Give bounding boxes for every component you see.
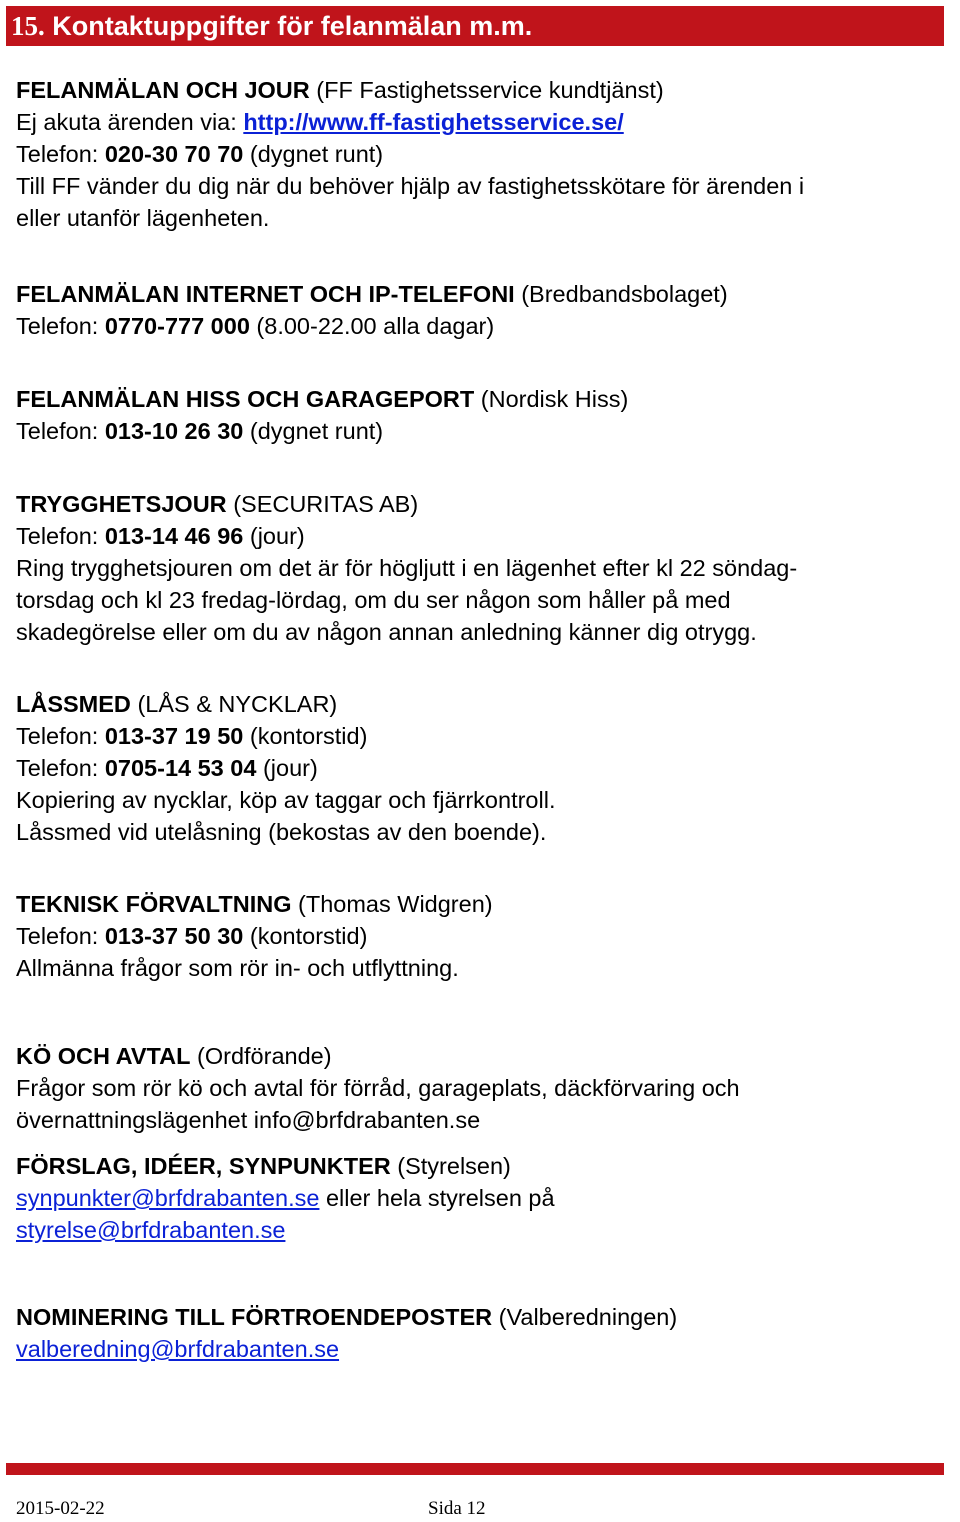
lassmed-phone-1-note: (kontorstid) [243,723,368,749]
internet-phone: 0770-777 000 [104,313,250,339]
teknisk-heading-line [16,890,493,918]
ko-heading: KÖ OCH AVTAL [16,1043,191,1069]
trygghet-org: (SECURITAS AB) [233,491,419,517]
hiss-heading: FELANMÄLAN HISS OCH GARAGEPORT [16,386,475,412]
forslag-middle-text: eller hela styrelsen på [319,1185,555,1211]
hiss-org: (Nordisk Hiss) [480,386,629,412]
hiss-phone-line [16,417,383,445]
footer-page-number: Sida 12 [428,1498,486,1519]
lassmed-phone-2: 0705-14 53 04 [104,755,257,781]
ff-heading: FELANMÄLAN OCH JOUR [16,77,310,103]
ff-phone-line [16,140,383,168]
ko-desc-2: övernattningslägenhet info@brfdrabanten.se [16,1107,481,1133]
hiss-heading-line [16,385,628,413]
trygghet-phone-note: (jour) [243,523,305,549]
trygghet-phone-label: Telefon: [16,523,105,549]
ff-web-link[interactable]: http://www.ff-fastighetsservice.se/ [243,109,624,135]
valberedning-email-link[interactable]: valberedning@brfdrabanten.se [16,1336,340,1362]
lassmed-desc-1: Kopiering av nycklar, köp av taggar och fjärrkontroll. [16,787,556,813]
teknisk-org: (Thomas Widgren) [298,891,493,917]
trygghet-phone-line [16,522,305,550]
styrelse-email-link[interactable]: styrelse@brfdrabanten.se [16,1217,286,1243]
nominering-heading-line [16,1303,677,1331]
ff-desc-1: Till FF vänder du dig när du behöver hjälp av fastighetsskötare för ärenden i [16,173,805,199]
internet-heading-line [16,280,728,308]
teknisk-phone-line [16,922,367,950]
hiss-phone-note: (dygnet runt) [243,418,384,444]
nominering-heading: NOMINERING TILL FÖRTROENDEPOSTER [16,1304,493,1330]
lassmed-phone-2-note: (jour) [256,755,318,781]
trygghet-desc-2: torsdag och kl 23 fredag-lördag, om du ser någon som håller på med [16,587,731,613]
ff-web-line [16,108,624,136]
internet-heading: FELANMÄLAN INTERNET OCH IP-TELEFONI [16,281,515,307]
internet-phone-note: (8.00-22.00 alla dagar) [249,313,495,339]
lassmed-phone-label-2: Telefon: [16,755,105,781]
ff-web-prefix: Ej akuta ärenden via: [16,109,244,135]
ko-desc-1: Frågor som rör kö och avtal för förråd, garageplats, däckförvaring och [16,1075,740,1101]
footer-date: 2015-02-22 [16,1498,105,1519]
section-title-bar [6,6,944,46]
lassmed-org: (LÅS & NYCKLAR) [137,691,338,717]
forslag-email-line [16,1184,555,1212]
ff-phone-note: (dygnet runt) [243,141,384,167]
lassmed-phone-label-1: Telefon: [16,723,105,749]
synpunkter-email-link[interactable]: synpunkter@brfdrabanten.se [16,1185,320,1211]
page-title: Kontaktuppgifter för felanmälan m.m. [52,11,533,41]
nominering-email-line [16,1335,339,1363]
internet-org: (Bredbandsbolaget) [521,281,728,307]
ff-heading-line [16,76,664,104]
trygghet-heading: TRYGGHETSJOUR [16,491,227,517]
lassmed-phone-1: 013-37 19 50 [104,723,244,749]
lassmed-heading: LÅSSMED [16,691,131,717]
trygghet-heading-line [16,490,418,518]
nominering-org: (Valberedningen) [498,1304,678,1330]
ff-phone: 020-30 70 70 [104,141,244,167]
teknisk-phone-label: Telefon: [16,923,105,949]
ff-phone-label: Telefon: [16,141,105,167]
trygghet-phone: 013-14 46 96 [104,523,244,549]
ff-desc-2: eller utanför lägenheten. [16,205,270,231]
lassmed-phone-2-line [16,754,318,782]
internet-phone-line [16,312,494,340]
trygghet-desc-3: skadegörelse eller om du av någon annan anledning känner dig otrygg. [16,619,757,645]
teknisk-desc-1: Allmänna frågor som rör in- och utflyttning. [16,955,459,981]
forslag-email-2-line [16,1216,285,1244]
footer-divider-bar [6,1463,944,1475]
hiss-phone: 013-10 26 30 [104,418,244,444]
teknisk-phone: 013-37 50 30 [104,923,244,949]
lassmed-phone-1-line [16,722,367,750]
teknisk-heading: TEKNISK FÖRVALTNING [16,891,292,917]
lassmed-desc-2: Låssmed vid utelåsning (bekostas av den boende). [16,819,547,845]
forslag-heading: FÖRSLAG, IDÉER, SYNPUNKTER [16,1153,391,1179]
ff-org: (FF Fastighetsservice kundtjänst) [316,77,664,103]
trygghet-desc-1: Ring trygghetsjouren om det är för högljutt i en lägenhet efter kl 22 söndag- [16,555,798,581]
lassmed-heading-line [16,690,337,718]
forslag-heading-line [16,1152,511,1180]
internet-phone-label: Telefon: [16,313,105,339]
ko-org: (Ordförande) [197,1043,332,1069]
ko-heading-line [16,1042,332,1070]
forslag-org: (Styrelsen) [397,1153,511,1179]
teknisk-phone-note: (kontorstid) [243,923,368,949]
hiss-phone-label: Telefon: [16,418,105,444]
section-number: 15. [11,11,45,41]
